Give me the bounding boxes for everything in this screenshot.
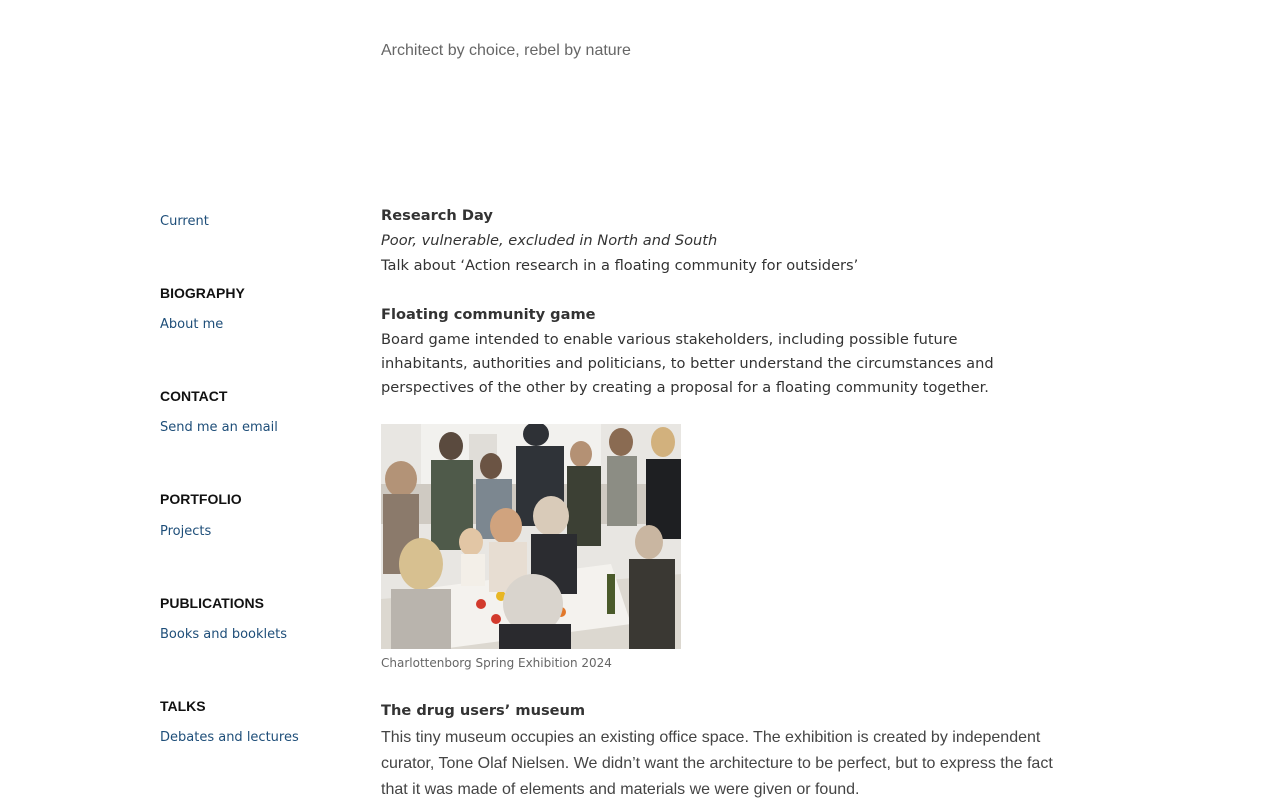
site-tagline: Architect by choice, rebel by nature [381, 42, 631, 59]
sidebar-heading-biography: BIOGRAPHY [160, 285, 245, 301]
photo-caption: Charlottenborg Spring Exhibition 2024 [381, 656, 612, 670]
sidebar-heading-talks: TALKS [160, 698, 206, 714]
sidebar-link-send-email[interactable]: Send me an email [160, 420, 278, 435]
exhibition-photo [381, 424, 681, 649]
sidebar-link-about-me[interactable]: About me [160, 317, 224, 332]
entry-text-floating-game: Board game intended to enable various stakeholders, including possible future inhabitants, authorities and politicians, to better understand the circumstances and perspectives of the other by creating a proposal for a floating community together. [381, 331, 994, 396]
sidebar-link-books[interactable]: Books and booklets [160, 627, 288, 642]
sidebar-heading-portfolio: PORTFOLIO [160, 491, 242, 507]
entry-title-drug-users-museum: The drug users’ museum [381, 702, 586, 719]
entry-title-floating-game: Floating community game [381, 306, 596, 323]
entry-subtitle-research-day: Poor, vulnerable, excluded in North and South [381, 232, 718, 249]
sidebar-link-debates[interactable]: Debates and lectures [160, 730, 299, 745]
sidebar-heading-publications: PUBLICATIONS [160, 595, 264, 611]
entry-text-research-day: Talk about ‘Action research in a floating community for outsiders’ [381, 257, 859, 274]
entry-text-drug-users-museum: This tiny museum occupies an existing office space. The exhibition is created by independent curator, Tone Olaf Nielsen. We didn’t want the architecture to be perfect, but to express the fact that it was made of elements and materials we were given or found. [381, 729, 1053, 798]
entry-title-research-day: Research Day [381, 207, 493, 224]
sidebar-link-projects[interactable]: Projects [160, 524, 212, 539]
sidebar-heading-contact: CONTACT [160, 388, 228, 404]
sidebar-link-current[interactable]: Current [160, 214, 209, 229]
